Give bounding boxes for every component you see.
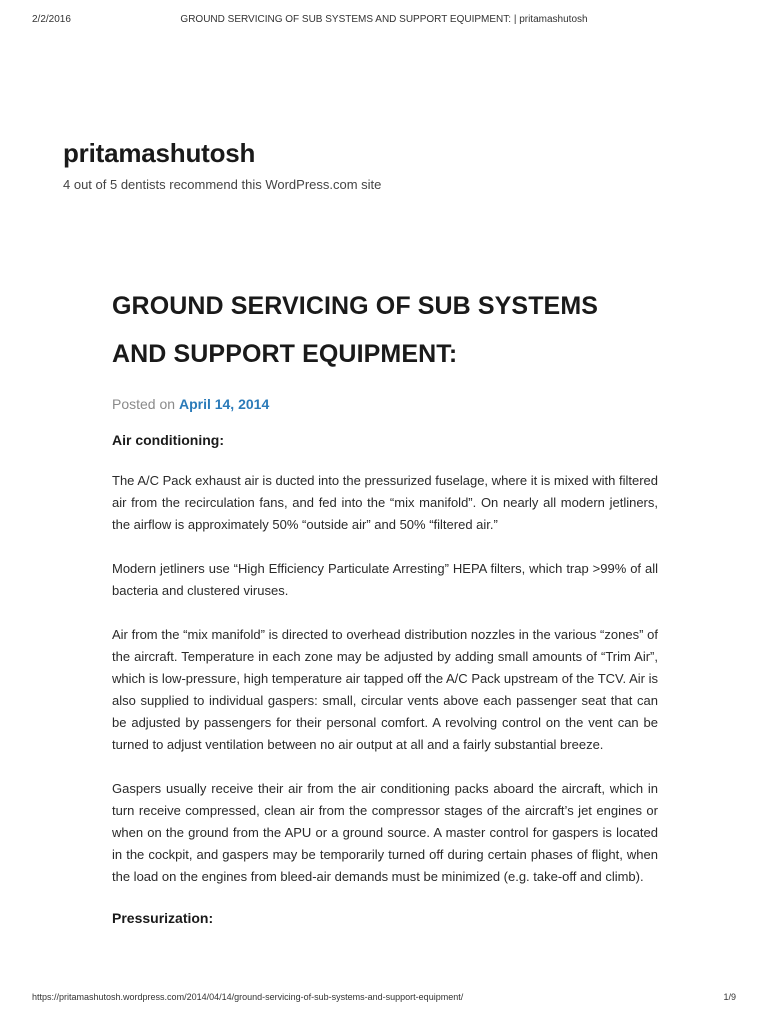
entry-meta (112, 396, 658, 412)
paragraph: Air from the “mix manifold” is directed to overhead distribution nozzles in the various “zones” of the aircraft. Temperature in each zone may be adjusted by adding small amounts of “Trim Air”, which is low-pressure, high temperature air tapped off the A/C Pack upstream of the TCV. Air is also supplied to individual gaspers: small, circular vents above each passenger seat that can be adjusted by passengers for their personal comfort. A revolving control on the vent can be turned to adjust ventilation between no air output at all and a fairly substantial breeze. (112, 627, 658, 752)
article (112, 282, 658, 926)
site-title[interactable]: pritamashutosh (63, 138, 256, 168)
paragraph: The A/C Pack exhaust air is ducted into the pressurized fuselage, where it is mixed with filtered air from the recirculation fans, and fed into the “mix manifold”. On nearly all modern jetliners, the airflow is approximately 50% “outside air” and 50% “filtered air.” (112, 473, 658, 532)
paragraph: Gaspers usually receive their air from the air conditioning packs aboard the aircraft, which in turn receive compressed, clean air from the compressor stages of the aircraft’s jet engines or when on the ground from the APU or a ground source. A master control for gaspers is located in the cockpit, and gaspers may be temporarily turned off during certain phases of flight, when the load on the engines from bleed-air demands must be minimized (e.g. take-off and climb). (112, 781, 658, 884)
site-tagline: 4 out of 5 dentists recommend this WordPress.com site (63, 177, 382, 192)
print-page-title: GROUND SERVICING OF SUB SYSTEMS AND SUPPORT EQUIPMENT: | pritamashutosh (180, 14, 588, 25)
entry-title: GROUND SERVICING OF SUB SYSTEMS AND SUPPORT EQUIPMENT: (112, 292, 599, 368)
section-heading: Air conditioning: (112, 432, 224, 448)
print-page-number: 1/9 (723, 992, 736, 1002)
section-heading: Pressurization: (112, 910, 214, 926)
posted-date-link[interactable]: April 14, 2014 (178, 396, 270, 412)
posted-on-label: Posted on (112, 396, 176, 412)
paragraph: Modern jetliners use “High Efficiency Particulate Arresting” HEPA filters, which trap >99% of all bacteria and clustered viruses. (112, 561, 658, 598)
print-url: https://pritamashutosh.wordpress.com/2014/04/14/ground-servicing-of-sub-systems-and-support-equipment/ (32, 992, 464, 1002)
print-footer (32, 992, 736, 1006)
print-header (32, 14, 736, 28)
print-date: 2/2/2016 (32, 14, 71, 25)
